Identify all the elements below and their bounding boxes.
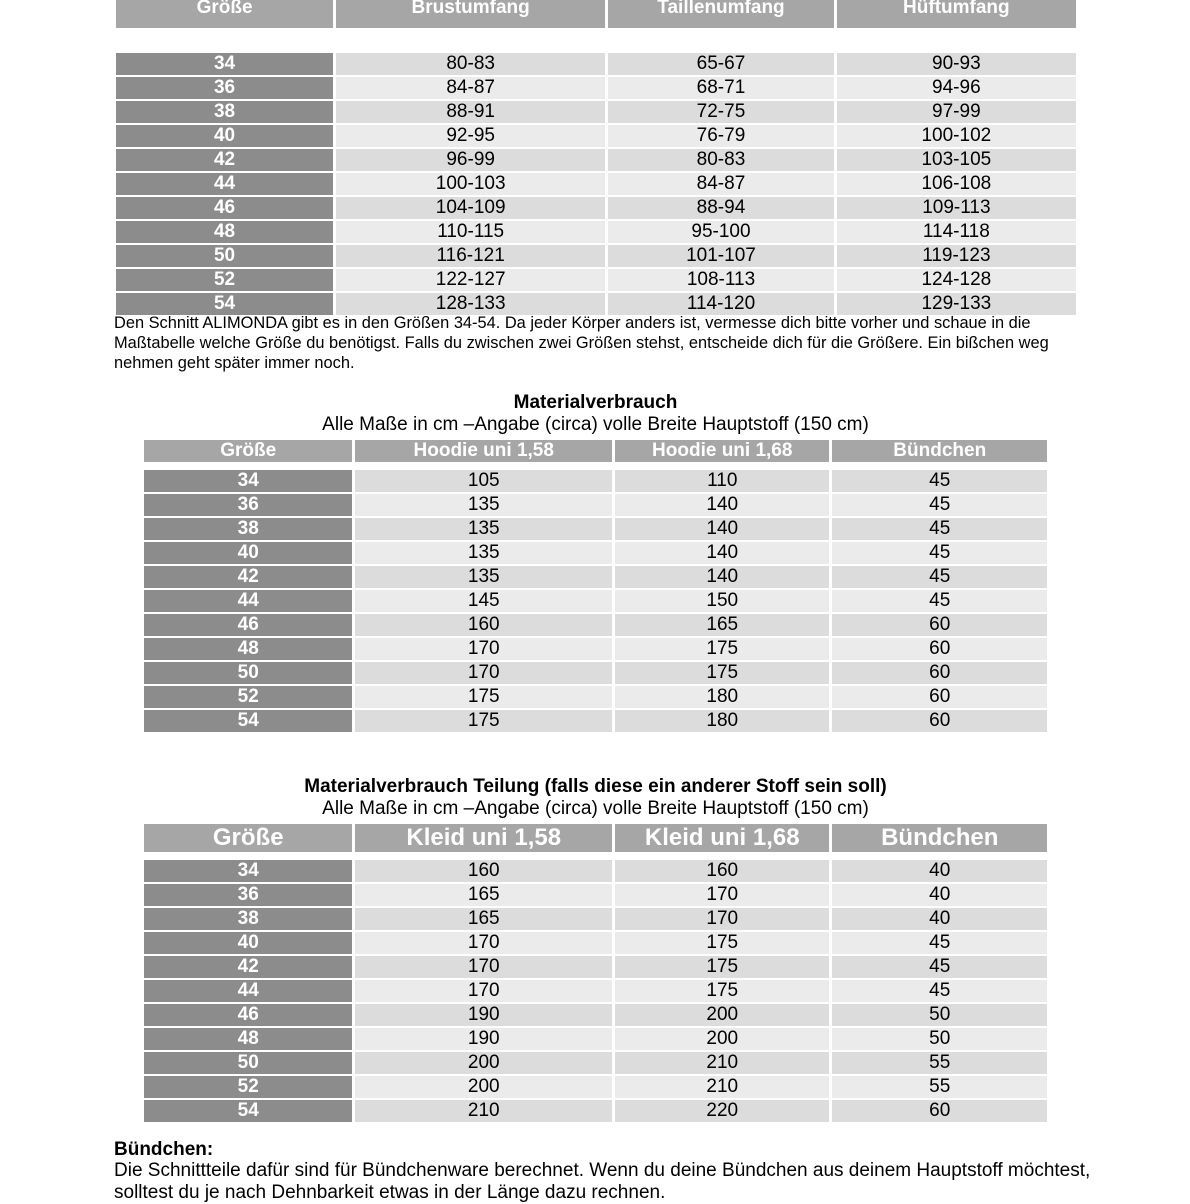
value-cell: 95-100 (608, 219, 833, 243)
value-cell: 100-103 (336, 171, 605, 195)
header-cell: Bündchen (832, 824, 1047, 852)
value-cell: 170 (615, 906, 829, 930)
size-cell: 48 (144, 636, 352, 660)
size-cell: 40 (144, 930, 352, 954)
value-cell: 72-75 (608, 99, 833, 123)
size-cell: 46 (144, 612, 352, 636)
size-cell: 42 (144, 954, 352, 978)
value-cell: 50 (832, 1026, 1047, 1050)
size-cell: 34 (116, 51, 333, 75)
table-row (144, 588, 1047, 612)
size-cell: 44 (144, 588, 352, 612)
table-row (144, 612, 1047, 636)
value-cell: 175 (355, 684, 612, 708)
value-cell: 175 (615, 930, 829, 954)
table-row (144, 906, 1047, 930)
table-row (144, 882, 1047, 906)
value-cell: 88-94 (608, 195, 833, 219)
size-table-header (116, 0, 1076, 28)
size-cell: 38 (144, 906, 352, 930)
value-cell: 128-133 (336, 291, 605, 315)
value-cell: 175 (615, 636, 829, 660)
value-cell: 210 (615, 1074, 829, 1098)
value-cell: 140 (615, 516, 829, 540)
value-cell: 200 (615, 1002, 829, 1026)
value-cell: 190 (355, 1002, 612, 1026)
value-cell: 124-128 (837, 267, 1076, 291)
value-cell: 45 (832, 930, 1047, 954)
table-row (116, 75, 1076, 99)
table-row (144, 1050, 1047, 1074)
value-cell: 40 (832, 858, 1047, 882)
value-cell: 60 (832, 1098, 1047, 1122)
table-row (144, 684, 1047, 708)
size-cell: 50 (144, 1050, 352, 1074)
value-cell: 135 (355, 492, 612, 516)
table-row (116, 243, 1076, 267)
table-row (116, 123, 1076, 147)
value-cell: 200 (355, 1074, 612, 1098)
value-cell: 45 (832, 540, 1047, 564)
value-cell: 170 (355, 930, 612, 954)
size-cell: 44 (144, 978, 352, 1002)
value-cell: 140 (615, 492, 829, 516)
header-cell: Taillenumfang (608, 0, 833, 28)
value-cell: 90-93 (837, 51, 1076, 75)
table-row (116, 99, 1076, 123)
value-cell: 135 (355, 516, 612, 540)
intro-paragraph: Den Schnitt ALIMONDA gibt es in den Größen 34-54. Da jeder Körper anders ist, vermesse dich bitte vorher und schaue in die Maßtabelle welche Größe du benötigst. Falls du zwischen zwei Größen stehst, entscheide dich für die Größere. Ein bißchen weg nehmen geht später immer noch. (114, 314, 1049, 372)
value-cell: 110-115 (336, 219, 605, 243)
size-cell: 38 (116, 99, 333, 123)
value-cell: 160 (355, 612, 612, 636)
table-row (144, 978, 1047, 1002)
value-cell: 55 (832, 1074, 1047, 1098)
value-cell: 92-95 (336, 123, 605, 147)
value-cell: 119-123 (837, 243, 1076, 267)
value-cell: 210 (355, 1098, 612, 1122)
size-cell: 40 (144, 540, 352, 564)
size-cell: 42 (144, 564, 352, 588)
table-row (144, 492, 1047, 516)
table-row (144, 930, 1047, 954)
value-cell: 97-99 (837, 99, 1076, 123)
size-cell: 36 (144, 492, 352, 516)
value-cell: 140 (615, 564, 829, 588)
value-cell: 45 (832, 978, 1047, 1002)
value-cell: 106-108 (837, 171, 1076, 195)
cuffs-note-title: Bündchen: (114, 1139, 214, 1160)
value-cell: 101-107 (608, 243, 833, 267)
size-cell: 52 (116, 267, 333, 291)
value-cell: 165 (355, 906, 612, 930)
header-cell: Hüftumfang (837, 0, 1076, 28)
table-row (144, 468, 1047, 492)
table-row (144, 636, 1047, 660)
table-row (116, 171, 1076, 195)
value-cell: 135 (355, 540, 612, 564)
size-cell: 54 (144, 708, 352, 732)
value-cell: 76-79 (608, 123, 833, 147)
value-cell: 108-113 (608, 267, 833, 291)
value-cell: 55 (832, 1050, 1047, 1074)
value-cell: 175 (615, 978, 829, 1002)
table-row (144, 954, 1047, 978)
size-cell: 34 (144, 858, 352, 882)
value-cell: 145 (355, 588, 612, 612)
header-cell: Hoodie uni 1,58 (355, 440, 612, 462)
value-cell: 84-87 (336, 75, 605, 99)
header-cell: Bündchen (832, 440, 1047, 462)
material-split-title: Materialverbrauch Teilung (falls diese ein anderer Stoff sein soll) (304, 776, 887, 797)
material-split-table-header (144, 824, 1047, 852)
value-cell: 96-99 (336, 147, 605, 171)
header-cell: Hoodie uni 1,68 (615, 440, 829, 462)
table-row (144, 564, 1047, 588)
value-cell: 210 (615, 1050, 829, 1074)
value-cell: 60 (832, 612, 1047, 636)
value-cell: 100-102 (837, 123, 1076, 147)
header-cell: Kleid uni 1,58 (355, 824, 612, 852)
material-table-header (144, 440, 1047, 462)
value-cell: 135 (355, 564, 612, 588)
table-row (116, 147, 1076, 171)
value-cell: 129-133 (837, 291, 1076, 315)
value-cell: 175 (615, 954, 829, 978)
table-row (116, 219, 1076, 243)
value-cell: 170 (355, 636, 612, 660)
value-cell: 180 (615, 708, 829, 732)
table-row (144, 660, 1047, 684)
value-cell: 165 (355, 882, 612, 906)
value-cell: 170 (355, 660, 612, 684)
size-cell: 48 (116, 219, 333, 243)
value-cell: 60 (832, 660, 1047, 684)
value-cell: 160 (615, 858, 829, 882)
value-cell: 105 (355, 468, 612, 492)
value-cell: 175 (615, 660, 829, 684)
size-cell: 44 (116, 171, 333, 195)
value-cell: 40 (832, 906, 1047, 930)
header-cell: Brustumfang (336, 0, 605, 28)
header-cell: Größe (144, 824, 352, 852)
header-cell: Kleid uni 1,68 (615, 824, 829, 852)
value-cell: 160 (355, 858, 612, 882)
value-cell: 40 (832, 882, 1047, 906)
value-cell: 60 (832, 636, 1047, 660)
size-table (113, 0, 1079, 315)
value-cell: 94-96 (837, 75, 1076, 99)
value-cell: 45 (832, 492, 1047, 516)
value-cell: 84-87 (608, 171, 833, 195)
value-cell: 165 (615, 612, 829, 636)
header-gap (116, 28, 1076, 51)
size-cell: 48 (144, 1026, 352, 1050)
value-cell: 80-83 (336, 51, 605, 75)
value-cell: 140 (615, 540, 829, 564)
value-cell: 109-113 (837, 195, 1076, 219)
value-cell: 45 (832, 588, 1047, 612)
value-cell: 103-105 (837, 147, 1076, 171)
table-row (144, 1074, 1047, 1098)
table-row (116, 51, 1076, 75)
table-row (144, 1026, 1047, 1050)
size-cell: 38 (144, 516, 352, 540)
value-cell: 110 (615, 468, 829, 492)
material-split-table (141, 824, 1050, 1122)
value-cell: 60 (832, 708, 1047, 732)
value-cell: 88-91 (336, 99, 605, 123)
value-cell: 65-67 (608, 51, 833, 75)
size-cell: 34 (144, 468, 352, 492)
size-cell: 46 (144, 1002, 352, 1026)
table-row (116, 195, 1076, 219)
value-cell: 114-118 (837, 219, 1076, 243)
value-cell: 45 (832, 954, 1047, 978)
value-cell: 150 (615, 588, 829, 612)
value-cell: 68-71 (608, 75, 833, 99)
size-cell: 36 (144, 882, 352, 906)
size-cell: 54 (116, 291, 333, 315)
table-row (144, 516, 1047, 540)
value-cell: 80-83 (608, 147, 833, 171)
table-row (116, 267, 1076, 291)
size-cell: 40 (116, 123, 333, 147)
header-cell: Größe (144, 440, 352, 462)
size-cell: 54 (144, 1098, 352, 1122)
value-cell: 170 (355, 954, 612, 978)
table-row (144, 540, 1047, 564)
table-row (116, 291, 1076, 315)
value-cell: 104-109 (336, 195, 605, 219)
value-cell: 45 (832, 564, 1047, 588)
size-cell: 52 (144, 1074, 352, 1098)
value-cell: 175 (355, 708, 612, 732)
material-table (141, 440, 1050, 732)
value-cell: 170 (355, 978, 612, 1002)
value-cell: 45 (832, 516, 1047, 540)
table-row (144, 1002, 1047, 1026)
value-cell: 170 (615, 882, 829, 906)
value-cell: 45 (832, 468, 1047, 492)
value-cell: 200 (615, 1026, 829, 1050)
size-cell: 46 (116, 195, 333, 219)
value-cell: 180 (615, 684, 829, 708)
material-split-subtitle: Alle Maße in cm –Angabe (circa) volle Breite Hauptstoff (150 cm) (322, 798, 869, 819)
size-cell: 52 (144, 684, 352, 708)
size-cell: 50 (116, 243, 333, 267)
size-cell: 42 (116, 147, 333, 171)
value-cell: 122-127 (336, 267, 605, 291)
value-cell: 60 (832, 684, 1047, 708)
value-cell: 200 (355, 1050, 612, 1074)
size-cell: 36 (116, 75, 333, 99)
value-cell: 114-120 (608, 291, 833, 315)
cuffs-note-text: Die Schnittteile dafür sind für Bündchenware berechnet. Wenn du deine Bündchen aus deinem Hauptstoff möchtest, solltest du je nach Dehnbarkeit etwas in der Länge dazu rechnen. (114, 1160, 1091, 1203)
value-cell: 50 (832, 1002, 1047, 1026)
value-cell: 116-121 (336, 243, 605, 267)
table-row (144, 708, 1047, 732)
value-cell: 220 (615, 1098, 829, 1122)
table-row (144, 1098, 1047, 1122)
size-cell: 50 (144, 660, 352, 684)
value-cell: 190 (355, 1026, 612, 1050)
material-subtitle: Alle Maße in cm –Angabe (circa) volle Breite Hauptstoff (150 cm) (322, 414, 869, 435)
table-row (144, 858, 1047, 882)
material-title: Materialverbrauch (513, 392, 678, 413)
header-cell: Größe (116, 0, 333, 28)
